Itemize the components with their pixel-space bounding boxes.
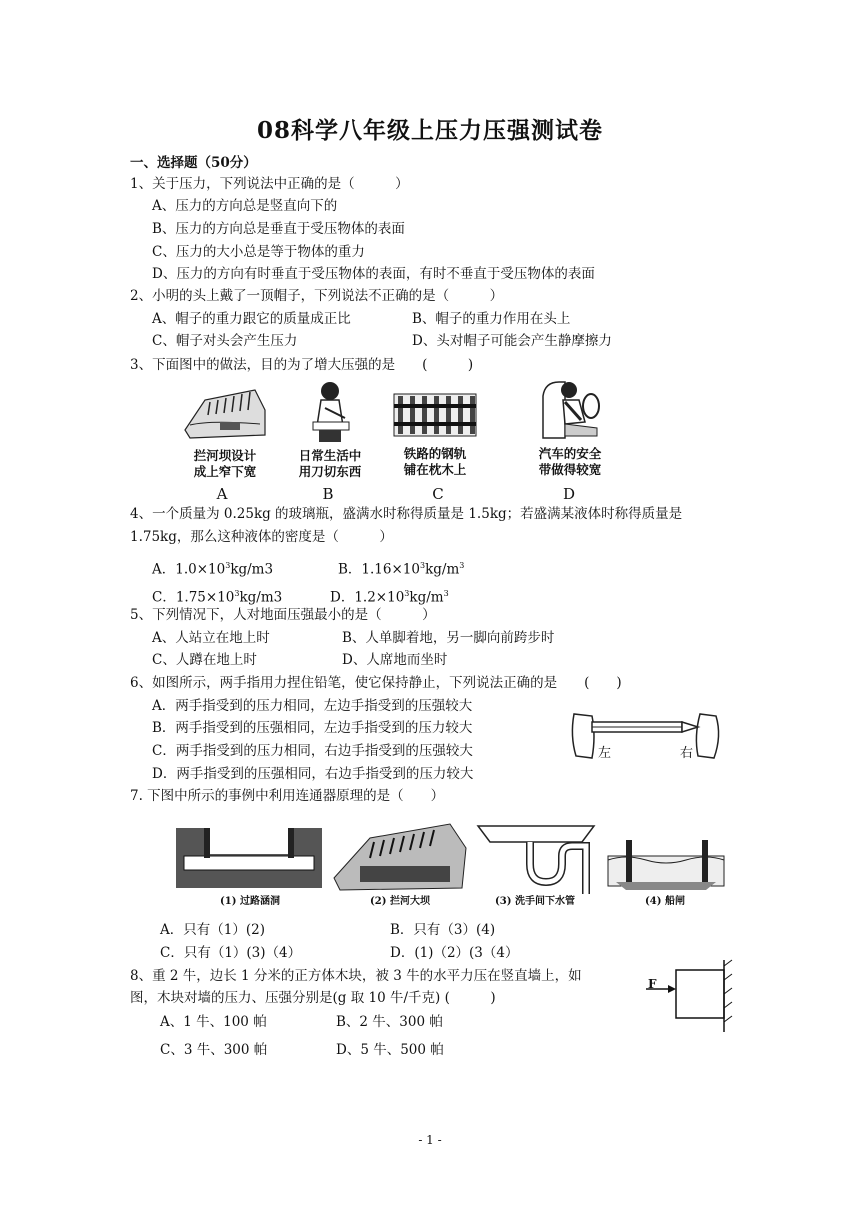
q2-option-a: A、帽子的重力跟它的质量成正比 [152,311,351,327]
pencil-fingers-illustration [566,706,726,766]
q3-caption-d-line2: 带做得较宽 [538,462,602,477]
q7-option-a: A．只有（1）(2) [160,922,265,938]
q4-option-c: C．$1.75\times 10^3kg/m3$ [152,589,283,606]
q2-option-c: C、帽子对头会产生压力 [152,333,298,349]
section-heading: 一、选择题（50分） [130,155,257,171]
q1-stem: 1、关于压力，下列说法中正确的是（ ） [130,176,409,192]
q3-letter-c: C [432,485,444,503]
q7-caption-4: (4) 船闸 [645,896,685,907]
q5-option-a: A、人站立在地上时 [152,630,270,646]
q7-caption-1: (1) 过路涵洞 [220,896,280,907]
q2-option-b: B、帽子的重力作用在头上 [412,311,571,327]
q5-option-b: B、人单脚着地，另一脚向前跨步时 [342,630,555,646]
q1-option-a: A、压力的方向总是竖直向下的 [152,198,338,214]
q5-option-c: C、人蹲在地上时 [152,652,257,668]
q8-option-a: A、1 牛、100 帕 [160,1014,267,1030]
page-number: - 1 - [418,1133,442,1147]
q3-letter-a: A [216,485,228,503]
q3-caption-a-line2: 成上窄下宽 [193,464,257,479]
knife-cutting-illustration [305,378,355,444]
q4-option-d: D．$1.2\times 10^3kg/m^3$ [330,589,449,606]
q8-stem-line1: 8、重 2 牛，边长 1 分米的正方体木块，被 3 牛的水平力压在竖直墙上，如 [130,968,582,984]
q3-caption-c-line1: 铁路的钢轨 [403,446,467,461]
q6-option-d: D．两手指受到的压强相同，右边手指受到的压力较大 [152,766,474,782]
sink-drain-illustration [474,816,598,896]
left-label: 左 [598,746,612,761]
q6-option-a: A．两手指受到的压力相同，左边手指受到的压强较大 [152,698,473,714]
q7-stem: 7. 下图中所示的事例中利用连通器原理的是（ ） [130,788,445,804]
q4-stem-line2: 1.75kg，那么这种液体的密度是（ ） [130,529,393,545]
dam-illustration [180,380,270,442]
q4-option-b: B．$1.16\times 10^3kg/m^3$ [338,561,465,578]
q5-stem: 5、下列情况下，人对地面压强最小的是（ ） [130,607,436,623]
q3-caption-c-line2: 铺在枕木上 [403,462,467,477]
q8-option-c: C、3 牛、300 帕 [160,1042,268,1058]
q7-option-b: B．只有（3）(4) [390,922,496,938]
q3-caption-a-line1: 拦河坝设计 [193,448,257,463]
q7-option-d: D．(1)（2）(3（4） [390,945,519,961]
q3-letter-b: B [322,485,334,503]
ship-lock-illustration [606,834,726,892]
q3-letter-d: D [562,485,576,503]
q6-option-b: B．两手指受到的压强相同，左边手指受到的压力较大 [152,720,473,736]
q1-option-c: C、压力的大小总是等于物体的重力 [152,244,365,260]
right-label: 右 [680,746,694,761]
q3-caption-b-line2: 用刀切东西 [298,464,362,479]
seatbelt-illustration [535,376,603,442]
q1-option-b: B、压力的方向总是垂直于受压物体的表面 [152,221,405,237]
q5-option-d: D、人席地而坐时 [342,652,448,668]
culvert-illustration [174,822,324,892]
q7-caption-3: (3) 洗手间下水管 [495,896,575,907]
q1-option-d: D、压力的方向有时垂直于受压物体的表面，有时不垂直于受压物体的表面 [152,266,595,282]
q6-option-c: C．两手指受到的压力相同，右边手指受到的压强较大 [152,743,473,759]
q8-stem-line2: 图，木块对墙的压力、压强分别是(g 取 10 牛/千克) ( ) [130,990,496,1006]
q3-caption-d-line1: 汽车的安全 [538,446,602,461]
q6-stem: 6、如图所示，两手指用力捏住铅笔，使它保持静止，下列说法正确的是 ( ) [130,675,622,691]
q3-caption-b-line1: 日常生活中 [298,448,362,463]
q4-option-a: A．$1.0\times 10^3kg/m3$ [152,561,274,578]
q7-caption-2: (2) 拦河大坝 [370,896,430,907]
q7-option-c: C．只有（1）(3)（4） [160,945,302,961]
force-label: F [648,977,657,991]
q8-option-b: B、2 牛、300 帕 [336,1014,443,1030]
page-title: 08科学八年级上压力压强测试卷 [256,117,603,144]
q8-option-d: D、5 牛、500 帕 [336,1042,444,1058]
q2-stem: 2、小明的头上戴了一顶帽子，下列说法不正确的是（ ） [130,288,504,304]
block-wall-illustration [640,958,744,1034]
railway-track-illustration [392,390,478,440]
river-dam-illustration [330,818,470,892]
q4-stem-line1: 4、一个质量为 0.25kg 的玻璃瓶，盛满水时称得质量是 1.5kg；若盛满某液体时称得质量是 [130,506,683,522]
q3-stem: 3、下面图中的做法，目的为了增大压强的是 ( ) [130,357,474,373]
q2-option-d: D、头对帽子可能会产生静摩擦力 [412,333,612,349]
